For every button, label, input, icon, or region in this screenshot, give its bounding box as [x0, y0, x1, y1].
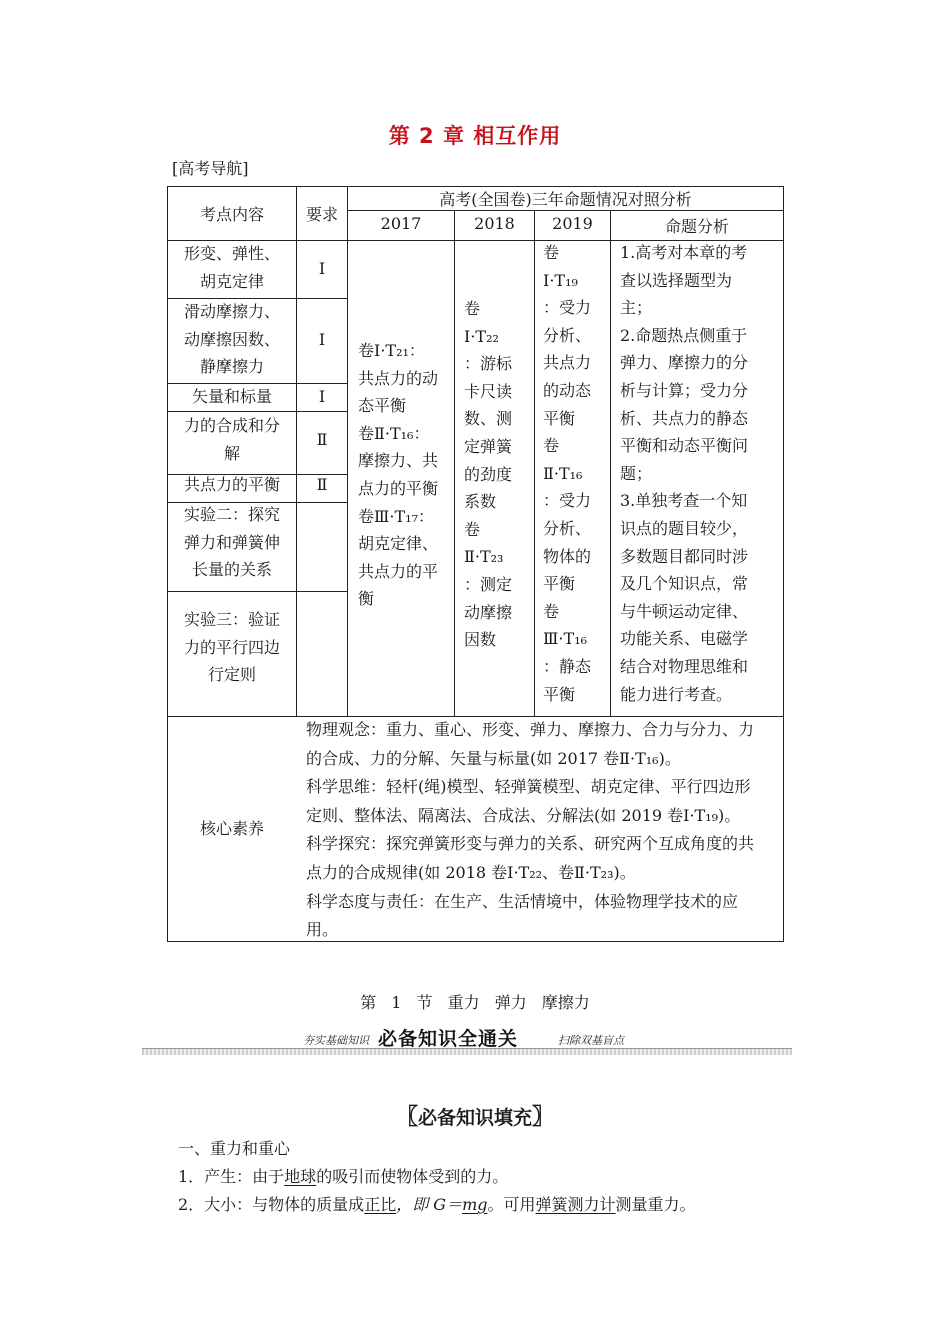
p2-underline-3: 弹簧测力计	[535, 1195, 616, 1214]
core-text: 物理观念：重力、重心、形变、弹力、摩擦力、合力与分力、力 的合成、力的分解、矢量与标量(如 2017 卷Ⅱ·T₁₆)。 科学思维：轻杆(绳)模型、轻弹簧模型、胡克定律、平行四边形 定则、整体法、隔离法、合成法、分解法(如 2019 卷Ⅰ·T₁₉)。 科学探究：探究弹簧形变与弹力的关系、研究两个互成角度的共 点力的合成规律(如 2018 卷Ⅰ·T₂₂、卷Ⅱ·T₂₃)。 科学态度与责任：在生产、生活情境中，体验物理学技术的应 用。	[306, 720, 755, 940]
p2-prefix: 2．大小：与物体的质量成	[178, 1195, 365, 1214]
topic-row-7: 实验三：验证 力的平行四边 行定则	[183, 610, 280, 685]
year-2019-header: 2019	[552, 214, 593, 233]
level-row-3: Ⅰ	[318, 387, 326, 406]
year-2017-header: 2017	[380, 214, 422, 233]
col-analysis-header: 命题分析	[664, 217, 729, 236]
guide-label: [高考导航]	[172, 159, 249, 178]
p2-suffix: 测量重力。	[615, 1195, 696, 1214]
year-2018-header: 2018	[474, 214, 515, 233]
level-row-4: Ⅱ	[316, 430, 328, 449]
banner-center-text: 必备知识全通关	[378, 1028, 519, 1050]
level-row-5: Ⅱ	[316, 475, 328, 494]
topic-row-6: 实验二：探究 弹力和弹簧伸 长量的关系	[183, 505, 280, 580]
p2-mid2: 。可用	[487, 1195, 536, 1214]
col-yaoqiu-header: 要求	[305, 205, 338, 224]
col-group-header: 高考(全国卷)三年命题情况对照分析	[439, 190, 692, 209]
year-2018-content: 卷 Ⅰ·T₂₂ ：游标 卡尺读 数、测 定弹簧 的劲度 系数 卷 Ⅱ·T₂₃ ：测定 动摩擦 因数	[464, 299, 513, 650]
topic-row-3: 矢量和标量	[191, 387, 272, 406]
analysis-content: 1.高考对本章的考 查以选择题型为 主； 2.命题热点侧重于 弹力、摩擦力的分 析与计算；受力分 析、共点力的静态 平衡和动态平衡问 题； 3.单独考查一个知 识点的题目较少， 多数题目都同时涉 及几个知识点，常 与牛顿运动定律、 功能关系、电磁学 结合对物理思维和 能力进行考查。	[620, 243, 749, 704]
p1-underline: 地球	[284, 1167, 317, 1186]
topic-row-1: 形变、弹性、 胡克定律	[183, 244, 280, 291]
left-bracket-icon: 〖	[395, 1105, 418, 1130]
topic-row-2: 滑动摩擦力、 动摩擦因数、 静摩擦力	[183, 302, 280, 377]
p2-underline-2: mg	[462, 1195, 488, 1214]
year-2017-content: 卷Ⅰ·T₂₁： 共点力的动 态平衡 卷Ⅱ·T₁₆： 摩擦力、共 点力的平衡 卷Ⅲ·T₁₇： 胡克定律、 共点力的平 衡	[358, 341, 439, 609]
col-kaodian-header: 考点内容	[199, 205, 264, 224]
topic-row-4: 力的合成和分 解	[183, 416, 280, 463]
topic-row-5: 共点力的平衡	[183, 475, 280, 494]
level-row-1: Ⅰ	[318, 259, 326, 278]
box-title-text: 必备知识填充	[417, 1107, 532, 1129]
paragraph-1	[178, 1164, 508, 1187]
p1-suffix: 的吸引而使物体受到的力。	[316, 1167, 509, 1186]
banner-left-text: 夯实基础知识	[303, 1034, 369, 1047]
core-label: 核心素养	[199, 819, 264, 838]
banner-right-text: 扫除双基盲点	[558, 1034, 624, 1047]
box-title	[0, 1100, 950, 1131]
level-row-2: Ⅰ	[318, 330, 326, 349]
p2-underline-1: 正比	[364, 1195, 397, 1214]
p2-mid: ，即 G＝	[396, 1195, 463, 1214]
heading-gravity: 一、重力和重心	[178, 1139, 291, 1158]
right-bracket-icon: 〗	[532, 1105, 555, 1130]
paragraph-2	[178, 1192, 696, 1215]
chapter-title: 第 2 章 相互作用	[388, 124, 562, 148]
p1-prefix: 1．产生：由于	[178, 1167, 285, 1186]
section-title: 第 1 节 重力 弹力 摩擦力	[360, 993, 590, 1012]
year-2019-content: 卷 Ⅰ·T₁₉ ：受力 分析、 共点力 的动态 平衡 卷 Ⅱ·T₁₆ ：受力 分析、 物体的 平衡 卷 Ⅲ·T₁₆ ：静态 平衡	[543, 243, 592, 704]
